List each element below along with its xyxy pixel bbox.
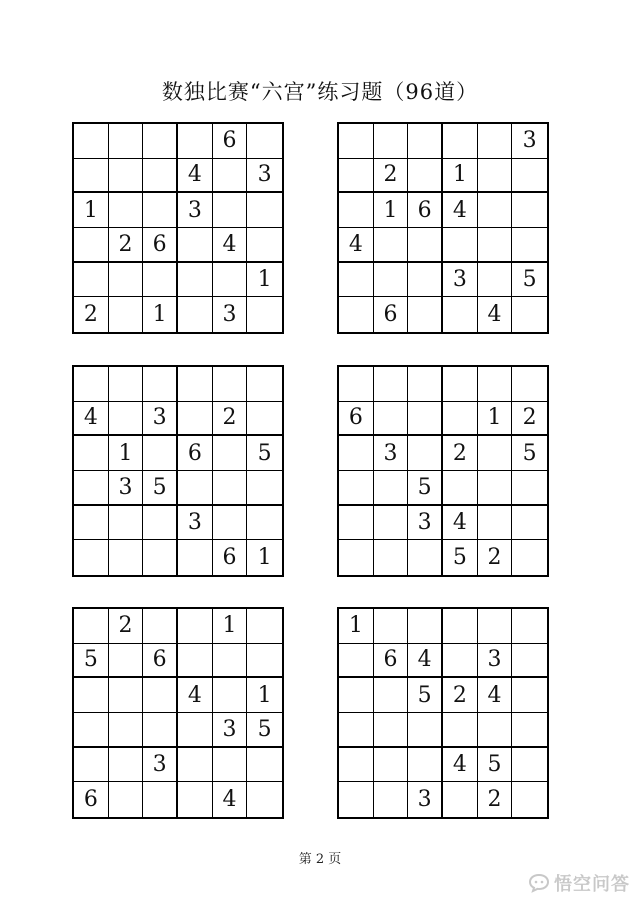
- sudoku-cell: [512, 193, 547, 228]
- sudoku-cell: 2: [443, 436, 478, 471]
- sudoku-cell: 4: [178, 678, 213, 713]
- sudoku-cell: 1: [443, 159, 478, 194]
- sudoku-cell: 3: [478, 644, 513, 679]
- sudoku-cell: [247, 644, 282, 679]
- sudoku-cell: [512, 609, 547, 644]
- sudoku-cell: [213, 644, 248, 679]
- sudoku-grid-3: [72, 365, 284, 577]
- sudoku-cell: [213, 471, 248, 506]
- sudoku-cell: [512, 228, 547, 263]
- sudoku-cell: 4: [443, 506, 478, 541]
- sudoku-cell: [213, 678, 248, 713]
- sudoku-cell: [213, 436, 248, 471]
- sudoku-cell: [339, 713, 374, 748]
- sudoku-cell: [109, 263, 144, 298]
- sudoku-cell: [109, 678, 144, 713]
- sudoku-cell: [178, 124, 213, 159]
- sudoku-cell: 6: [213, 124, 248, 159]
- sudoku-cell: [109, 644, 144, 679]
- sudoku-cell: [512, 644, 547, 679]
- sudoku-cell: [408, 228, 443, 263]
- sudoku-cell: [178, 263, 213, 298]
- sudoku-cell: [512, 297, 547, 332]
- sudoku-cell: [512, 748, 547, 783]
- sudoku-cell: 6: [213, 540, 248, 575]
- sudoku-cell: 2: [109, 228, 144, 263]
- sudoku-grid-1: [72, 122, 284, 334]
- sudoku-cell: [74, 228, 109, 263]
- sudoku-cell: [478, 228, 513, 263]
- sudoku-cell: [143, 713, 178, 748]
- sudoku-cell: [74, 609, 109, 644]
- sudoku-cell: [213, 159, 248, 194]
- sudoku-cell: 6: [339, 402, 374, 437]
- sudoku-cell: 4: [478, 297, 513, 332]
- sudoku-cell: 3: [247, 159, 282, 194]
- sudoku-cell: [109, 713, 144, 748]
- sudoku-cell: [408, 367, 443, 402]
- sudoku-cell: 1: [257, 545, 272, 571]
- sudoku-cell: [247, 471, 282, 506]
- sudoku-cell: [109, 748, 144, 783]
- sudoku-cell: [143, 782, 178, 817]
- sudoku-grid-2: [337, 122, 549, 334]
- sudoku-cell: 3: [408, 782, 443, 817]
- sudoku-cell: [478, 263, 513, 298]
- sudoku-cell: [408, 609, 443, 644]
- sudoku-cell: [178, 782, 213, 817]
- sudoku-cell: [443, 228, 478, 263]
- sudoku-cell: [512, 782, 547, 817]
- sudoku-cell: 4: [443, 748, 478, 783]
- sudoku-cell: [178, 713, 213, 748]
- sudoku-cell: [109, 297, 144, 332]
- sudoku-cell: [374, 678, 409, 713]
- sudoku-cell: [74, 748, 109, 783]
- sudoku-grid-4: [337, 365, 549, 577]
- sudoku-cell: 6: [374, 644, 409, 679]
- sudoku-cell: [478, 193, 513, 228]
- sudoku-cell: [443, 367, 478, 402]
- sudoku-cell: [408, 297, 443, 332]
- sudoku-cell: 1: [247, 263, 282, 298]
- sudoku-cell: [213, 506, 248, 541]
- sudoku-cell: [512, 678, 547, 713]
- sudoku-cell: [247, 228, 282, 263]
- sudoku-cell: 3: [213, 713, 248, 748]
- sudoku-cell: [339, 644, 374, 679]
- sudoku-cell: [74, 124, 109, 159]
- sudoku-cell: [109, 782, 144, 817]
- sudoku-cell: 2: [374, 159, 409, 194]
- sudoku-cell: 4: [408, 644, 443, 679]
- sudoku-cell: [443, 609, 478, 644]
- sudoku-cell: [374, 228, 409, 263]
- sudoku-cell: [339, 678, 374, 713]
- sudoku-cell: [247, 506, 282, 541]
- sudoku-cell: 5: [478, 748, 513, 783]
- sudoku-cell: [408, 748, 443, 783]
- sudoku-cell: 2: [109, 609, 144, 644]
- sudoku-cell: 1: [143, 297, 178, 332]
- sudoku-cell: 3: [408, 506, 443, 541]
- sudoku-cell: [374, 402, 409, 437]
- sudoku-cell: [213, 263, 248, 298]
- sudoku-cell: 2: [74, 297, 109, 332]
- sudoku-cell: 3: [512, 124, 547, 159]
- sudoku-cell: [512, 159, 547, 194]
- sudoku-cell: [339, 297, 374, 332]
- sudoku-cell: [478, 367, 513, 402]
- sudoku-cell: 3: [178, 506, 213, 541]
- sudoku-cell: 3: [374, 436, 409, 471]
- sudoku-cell: [247, 402, 282, 437]
- sudoku-cell: [74, 367, 109, 402]
- sudoku-cell: [512, 540, 547, 575]
- sudoku-cell: 5: [408, 471, 443, 506]
- sudoku-cell: [374, 748, 409, 783]
- sudoku-cell: [339, 193, 374, 228]
- sudoku-cell: [478, 471, 513, 506]
- sudoku-cell: 5: [512, 436, 547, 471]
- sudoku-cell: [143, 193, 178, 228]
- sudoku-cell: [374, 263, 409, 298]
- sudoku-cell: [247, 782, 282, 817]
- sudoku-cell: 4: [443, 193, 478, 228]
- sudoku-cell: [374, 124, 409, 159]
- sudoku-cell: [478, 506, 513, 541]
- sudoku-cell: [339, 436, 374, 471]
- sudoku-cell: 4: [478, 678, 513, 713]
- sudoku-cell: [109, 193, 144, 228]
- sudoku-cell: [74, 263, 109, 298]
- sudoku-cell: [374, 506, 409, 541]
- sudoku-cell: 1: [339, 609, 374, 644]
- sudoku-cell: 3: [143, 402, 178, 437]
- sudoku-cell: [178, 402, 213, 437]
- sudoku-cell: 1: [74, 193, 109, 228]
- sudoku-cell: [143, 678, 178, 713]
- sudoku-cell: [478, 124, 513, 159]
- sudoku-cell: 6: [74, 782, 109, 817]
- sudoku-cell: 5: [247, 436, 282, 471]
- sudoku-cell: [247, 124, 282, 159]
- sudoku-cell: 3: [443, 263, 478, 298]
- sudoku-cell: 3: [213, 297, 248, 332]
- sudoku-cell: [443, 782, 478, 817]
- sudoku-cell: [339, 124, 374, 159]
- sudoku-cell: [339, 748, 374, 783]
- sudoku-cell: 1: [109, 436, 144, 471]
- sudoku-cell: 2: [512, 402, 547, 437]
- sudoku-cell: [74, 159, 109, 194]
- sudoku-cell: [408, 540, 443, 575]
- sudoku-cell: [143, 609, 178, 644]
- sudoku-cell: [443, 402, 478, 437]
- sudoku-cell: [443, 297, 478, 332]
- sudoku-cell: [374, 782, 409, 817]
- sudoku-cell: 1: [213, 609, 248, 644]
- sudoku-cell: [143, 436, 178, 471]
- sudoku-cell: [178, 297, 213, 332]
- sudoku-cell: 3: [178, 193, 213, 228]
- sudoku-cell: [408, 263, 443, 298]
- sudoku-cell: 6: [143, 644, 178, 679]
- sudoku-cell: [512, 713, 547, 748]
- sudoku-cell: 5: [443, 540, 478, 575]
- sudoku-cell: 5: [408, 678, 443, 713]
- sudoku-cell: 1: [374, 193, 409, 228]
- sudoku-cell: 6: [143, 228, 178, 263]
- sudoku-cell: 4: [213, 782, 248, 817]
- sudoku-cell: [247, 609, 282, 644]
- sudoku-cell: [408, 124, 443, 159]
- sudoku-cell: 5: [512, 263, 547, 298]
- sudoku-cell: [374, 609, 409, 644]
- sudoku-cell: [178, 609, 213, 644]
- sudoku-cell: [512, 471, 547, 506]
- sudoku-cell: [339, 159, 374, 194]
- sudoku-cell: [247, 748, 282, 783]
- sudoku-cell: 2: [478, 540, 513, 575]
- page-title: 数独比赛“六宫”练习题（96道）: [161, 80, 479, 104]
- sudoku-cell: [443, 471, 478, 506]
- sudoku-cell: 4: [339, 228, 374, 263]
- sudoku-cell: [213, 748, 248, 783]
- sudoku-cell: 1: [247, 678, 282, 713]
- sudoku-cell: 3: [109, 471, 144, 506]
- sudoku-cell: [213, 367, 248, 402]
- sudoku-cell: [143, 159, 178, 194]
- sudoku-cell: 2: [478, 782, 513, 817]
- sudoku-cell: [143, 367, 178, 402]
- sudoku-cell: [374, 471, 409, 506]
- sudoku-cell: [74, 678, 109, 713]
- sudoku-cell: 6: [408, 193, 443, 228]
- sudoku-cell: 5: [247, 713, 282, 748]
- sudoku-cell: [339, 540, 374, 575]
- sudoku-cell: [478, 436, 513, 471]
- sudoku-cell: [178, 540, 213, 575]
- sudoku-cell: [178, 228, 213, 263]
- sudoku-cell: 4: [178, 159, 213, 194]
- sudoku-cell: 2: [443, 678, 478, 713]
- sudoku-cell: 5: [143, 471, 178, 506]
- sudoku-cell: [109, 124, 144, 159]
- sudoku-cell: [178, 644, 213, 679]
- sudoku-cell: [443, 124, 478, 159]
- sudoku-cell: [374, 713, 409, 748]
- sudoku-cell: [247, 367, 282, 402]
- watermark: [528, 870, 630, 896]
- sudoku-cell: [374, 367, 409, 402]
- sudoku-cell: [408, 402, 443, 437]
- sudoku-cell: [74, 506, 109, 541]
- sudoku-cell: [443, 713, 478, 748]
- sudoku-cell: [247, 193, 282, 228]
- sudoku-cell: [178, 367, 213, 402]
- sudoku-cell: [443, 644, 478, 679]
- sudoku-cell: [109, 367, 144, 402]
- sudoku-cell: [109, 506, 144, 541]
- sudoku-cell: 3: [143, 748, 178, 783]
- sudoku-cell: 4: [213, 228, 248, 263]
- sudoku-cell: [374, 540, 409, 575]
- sudoku-cell: [339, 471, 374, 506]
- watermark-text: 悟空问答: [554, 874, 630, 895]
- sudoku-cell: [178, 748, 213, 783]
- sudoku-cell: [408, 159, 443, 194]
- sudoku-cell: 6: [374, 297, 409, 332]
- sudoku-cell: 4: [74, 402, 109, 437]
- sudoku-cell: 2: [213, 402, 248, 437]
- sudoku-cell: [408, 713, 443, 748]
- sudoku-cell: 5: [74, 644, 109, 679]
- sudoku-cell: [74, 713, 109, 748]
- sudoku-cell: [247, 297, 282, 332]
- sudoku-cell: [143, 263, 178, 298]
- sudoku-cell: [74, 540, 109, 575]
- sudoku-cell: [109, 159, 144, 194]
- sudoku-cell: [339, 506, 374, 541]
- sudoku-cell: [178, 471, 213, 506]
- sudoku-cell: [143, 124, 178, 159]
- sudoku-cell: [213, 193, 248, 228]
- sudoku-cell: [408, 436, 443, 471]
- sudoku-cell: [74, 436, 109, 471]
- sudoku-cell: [339, 782, 374, 817]
- sudoku-cell: [478, 609, 513, 644]
- sudoku-cell: 6: [178, 436, 213, 471]
- page-number: 第 2 页: [298, 852, 342, 867]
- sudoku-cell: [74, 471, 109, 506]
- sudoku-cell: [512, 367, 547, 402]
- sudoku-cell: [143, 506, 178, 541]
- sudoku-cell: [109, 540, 144, 575]
- sudoku-grid-5: [72, 607, 284, 819]
- sudoku-cell: [478, 159, 513, 194]
- sudoku-cell: [339, 367, 374, 402]
- sudoku-cell: [109, 402, 144, 437]
- sudoku-cell: 1: [478, 402, 513, 437]
- sudoku-grid-6: [337, 607, 549, 819]
- sudoku-cell: [512, 506, 547, 541]
- sudoku-cell: [478, 713, 513, 748]
- sudoku-cell: [339, 263, 374, 298]
- sudoku-cell: [143, 540, 178, 575]
- speech-bubble-icon: [528, 873, 550, 893]
